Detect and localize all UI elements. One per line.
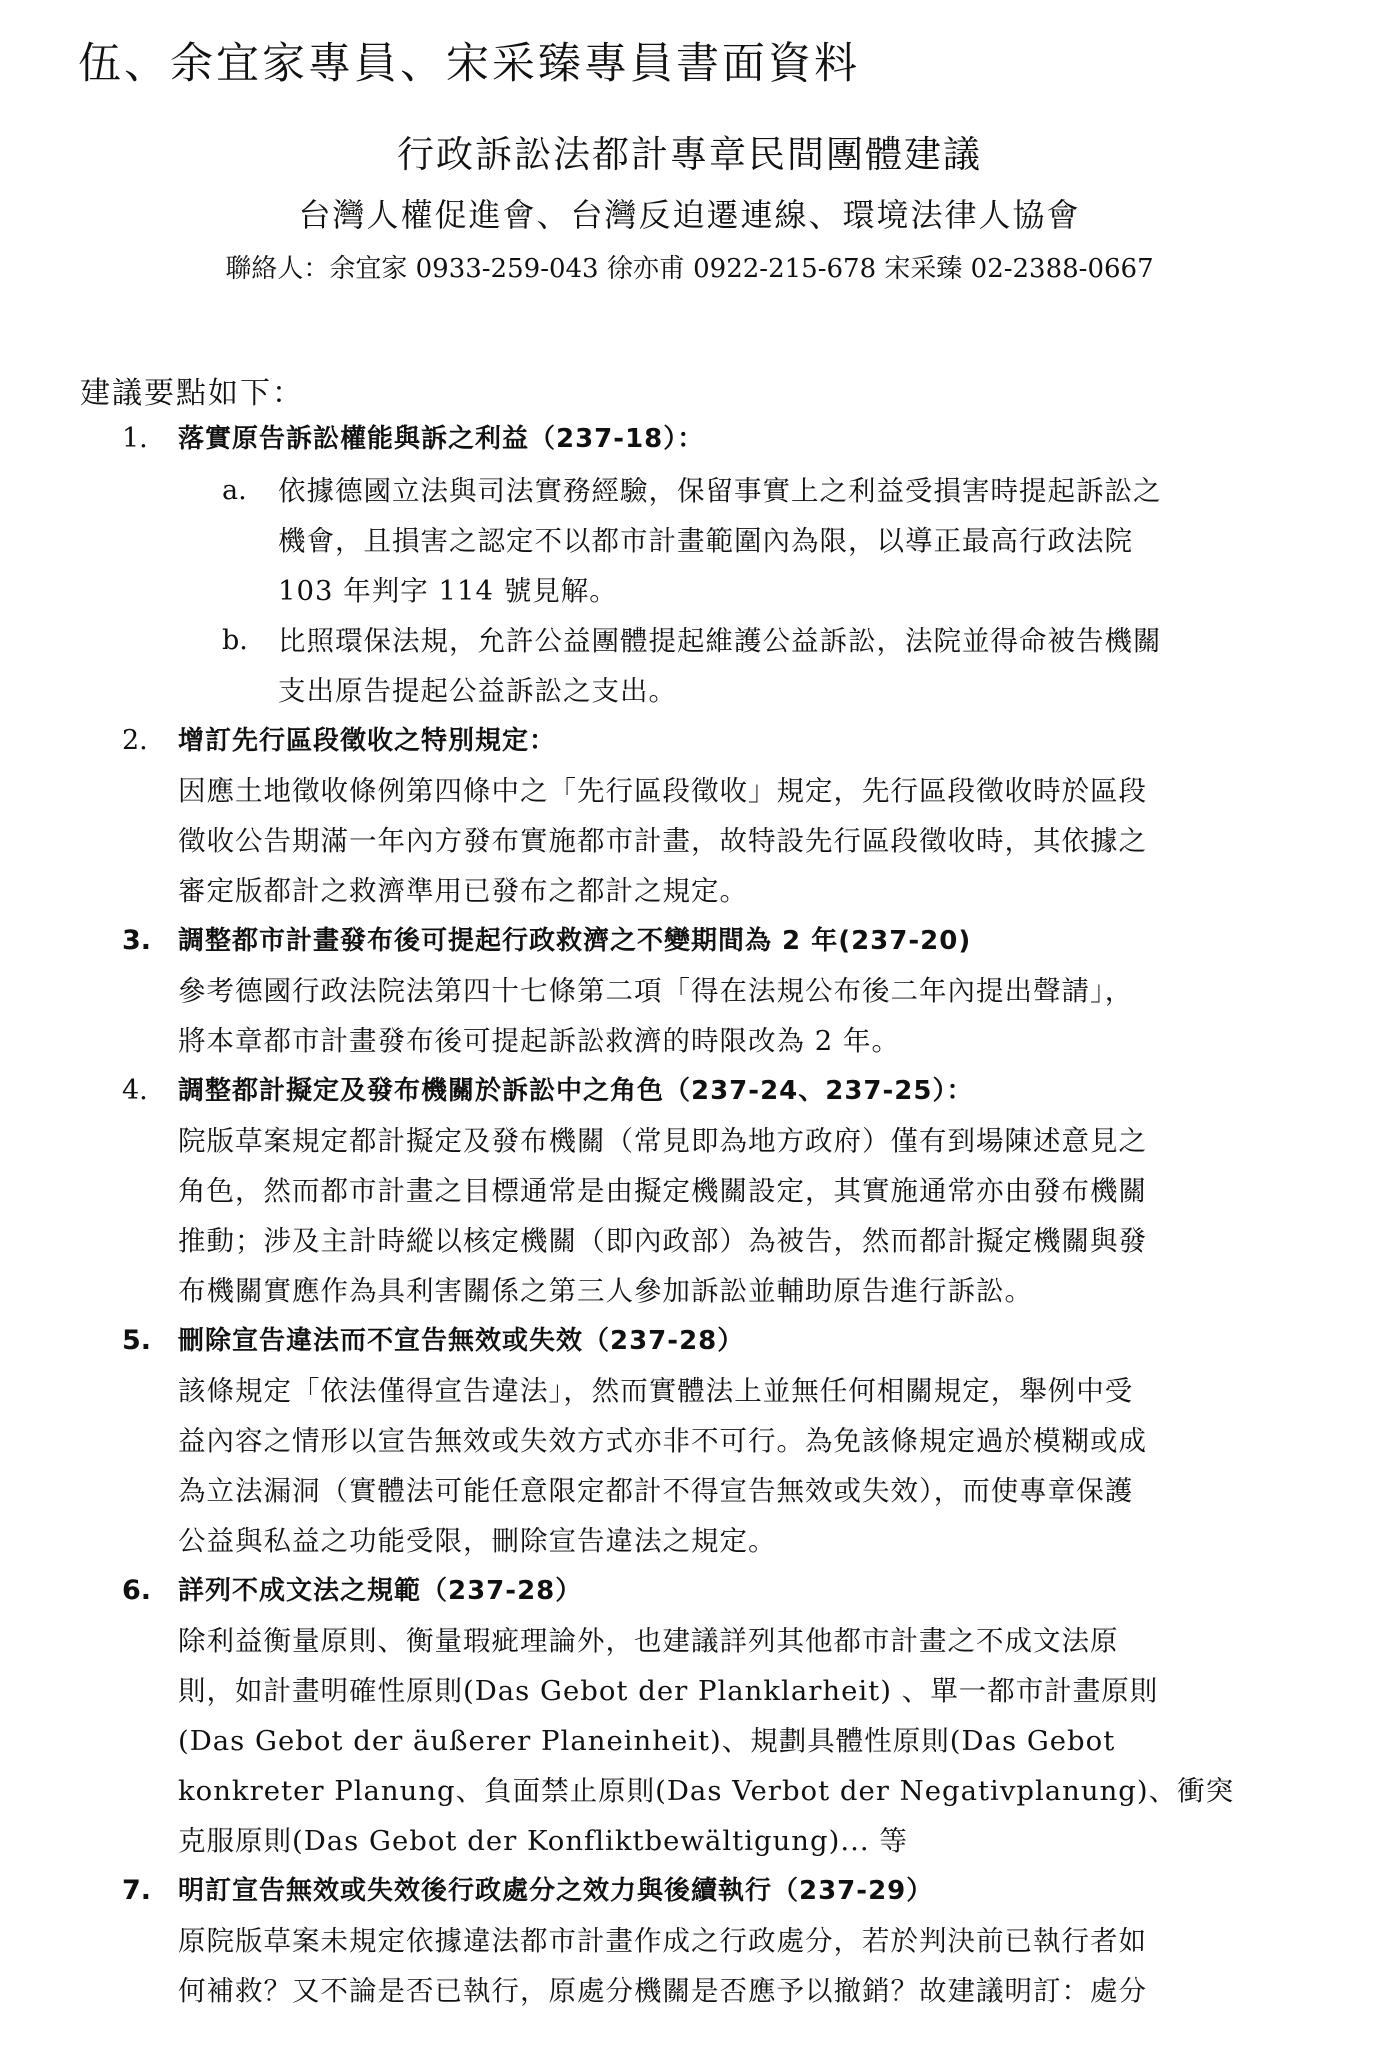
item-2-line-2: 徵收公告期滿一年內方發布實施都市計畫，故特設先行區段徵收時，其依據之: [178, 825, 1147, 857]
item-6-line-3: (Das Gebot der äußerer Planeinheit)、規劃具體性原則(Das Gebot: [178, 1725, 1116, 1757]
contact-line: 聯絡人：余宜家 0933-259-043 徐亦甫 0922-215-678 宋采臻 02-2388-0667: [225, 254, 1154, 284]
item-1a-line-1: 依據德國立法與司法實務經驗，保留事實上之利益受損害時提起訴訟之: [278, 475, 1162, 507]
item-7-heading: 明訂宣告無效或失效後行政處分之效力與後續執行（237-29）: [178, 1876, 934, 1906]
item-2-line-3: 審定版都計之救濟準用已發布之都計之規定。: [178, 875, 748, 907]
item-7-line-1: 原院版草案未規定依據違法都市計畫作成之行政處分，若於判決前已執行者如: [178, 1925, 1147, 1957]
item-1b-line-2: 支出原告提起公益訴訟之支出。: [278, 675, 677, 707]
item-6-line-5: 克服原則(Das Gebot der Konfliktbewältigung)... 等: [178, 1825, 908, 1857]
item-3-line-2: 將本章都市計畫發布後可提起訴訟救濟的時限改為 2 年。: [178, 1025, 900, 1057]
item-4-number: 4.: [122, 1075, 148, 1106]
item-1-heading: 落實原告訴訟權能與訴之利益（237-18）：: [178, 424, 705, 454]
item-6-line-1: 除利益衡量原則、衡量瑕疵理論外，也建議詳列其他都市計畫之不成文法原: [178, 1625, 1119, 1657]
item-2-heading: 增訂先行區段徵收之特別規定：: [178, 726, 557, 756]
item-6-line-2: 則，如計畫明確性原則(Das Gebot der Planklarheit) 、單一都市計畫原則: [178, 1675, 1159, 1707]
item-5-line-2: 益內容之情形以宣告無效或失效方式亦非不可行。為免該條規定過於模糊或成: [178, 1425, 1147, 1457]
item-3-line-1: 參考德國行政法院法第四十七條第二項「得在法規公布後二年內提出聲請」，: [178, 975, 1134, 1007]
document-title: 行政訴訟法都計專章民間團體建議: [397, 133, 982, 176]
item-5-line-3: 為立法漏洞（實體法可能任意限定都計不得宣告無效或失效），而使專章保護: [178, 1475, 1134, 1507]
item-1a-line-2: 機會，且損害之認定不以都市計畫範圍內為限，以導正最高行政法院: [278, 525, 1133, 557]
item-4-line-1: 院版草案規定都計擬定及發布機關（常見即為地方政府）僅有到場陳述意見之: [178, 1125, 1147, 1157]
item-6-number: 6.: [122, 1575, 152, 1606]
item-5-heading: 刪除宣告違法而不宣告無效或失效（237-28）: [178, 1326, 745, 1356]
intro-label: 建議要點如下：: [80, 376, 304, 411]
item-6-line-4: konkreter Planung、負面禁止原則(Das Verbot der Negativplanung)、衝突: [178, 1775, 1235, 1807]
item-5-line-1: 該條規定「依法僅得宣告違法」，然而實體法上並無任何相關規定，舉例中受: [178, 1375, 1134, 1407]
item-1b-line-1: 比照環保法規，允許公益團體提起維護公益訴訟，法院並得命被告機關: [278, 625, 1162, 657]
item-4-line-4: 布機關實應作為具利害關係之第三人參加訴訟並輔助原告進行訴訟。: [178, 1275, 1033, 1307]
item-3-heading: 調整都市計畫發布後可提起行政救濟之不變期間為 2 年(237-20): [178, 926, 972, 956]
item-2-number: 2.: [122, 725, 148, 756]
item-7-line-2: 何補救？又不論是否已執行，原處分機關是否應予以撤銷？故建議明訂：處分: [178, 1975, 1147, 2007]
section-heading: 伍、余宜家專員、宋采臻專員書面資料: [78, 39, 860, 89]
item-4-line-2: 角色，然而都市計畫之目標通常是由擬定機關設定，其實施通常亦由發布機關: [178, 1175, 1147, 1207]
organizations-line: 台灣人權促進會、台灣反迫遷連線、環境法律人協會: [298, 196, 1081, 234]
item-3-number: 3.: [122, 925, 152, 956]
item-7-number: 7.: [122, 1875, 152, 1906]
item-5-number: 5.: [122, 1325, 152, 1356]
item-2-line-1: 因應土地徵收條例第四條中之「先行區段徵收」規定，先行區段徵收時於區段: [178, 775, 1147, 807]
item-1a-label: a.: [222, 475, 247, 506]
item-5-line-4: 公益與私益之功能受限，刪除宣告違法之規定。: [178, 1525, 777, 1557]
item-1a-line-3: 103 年判字 114 號見解。: [278, 575, 618, 607]
item-1-number: 1.: [122, 423, 148, 454]
item-4-line-3: 推動；涉及主計時縱以核定機關（即內政部）為被告，然而都計擬定機關與發: [178, 1225, 1147, 1257]
item-4-heading: 調整都計擬定及發布機關於訴訟中之角色（237-24、237-25）：: [178, 1076, 974, 1106]
item-6-heading: 詳列不成文法之規範（237-28）: [178, 1576, 583, 1606]
item-1b-label: b.: [222, 625, 248, 656]
